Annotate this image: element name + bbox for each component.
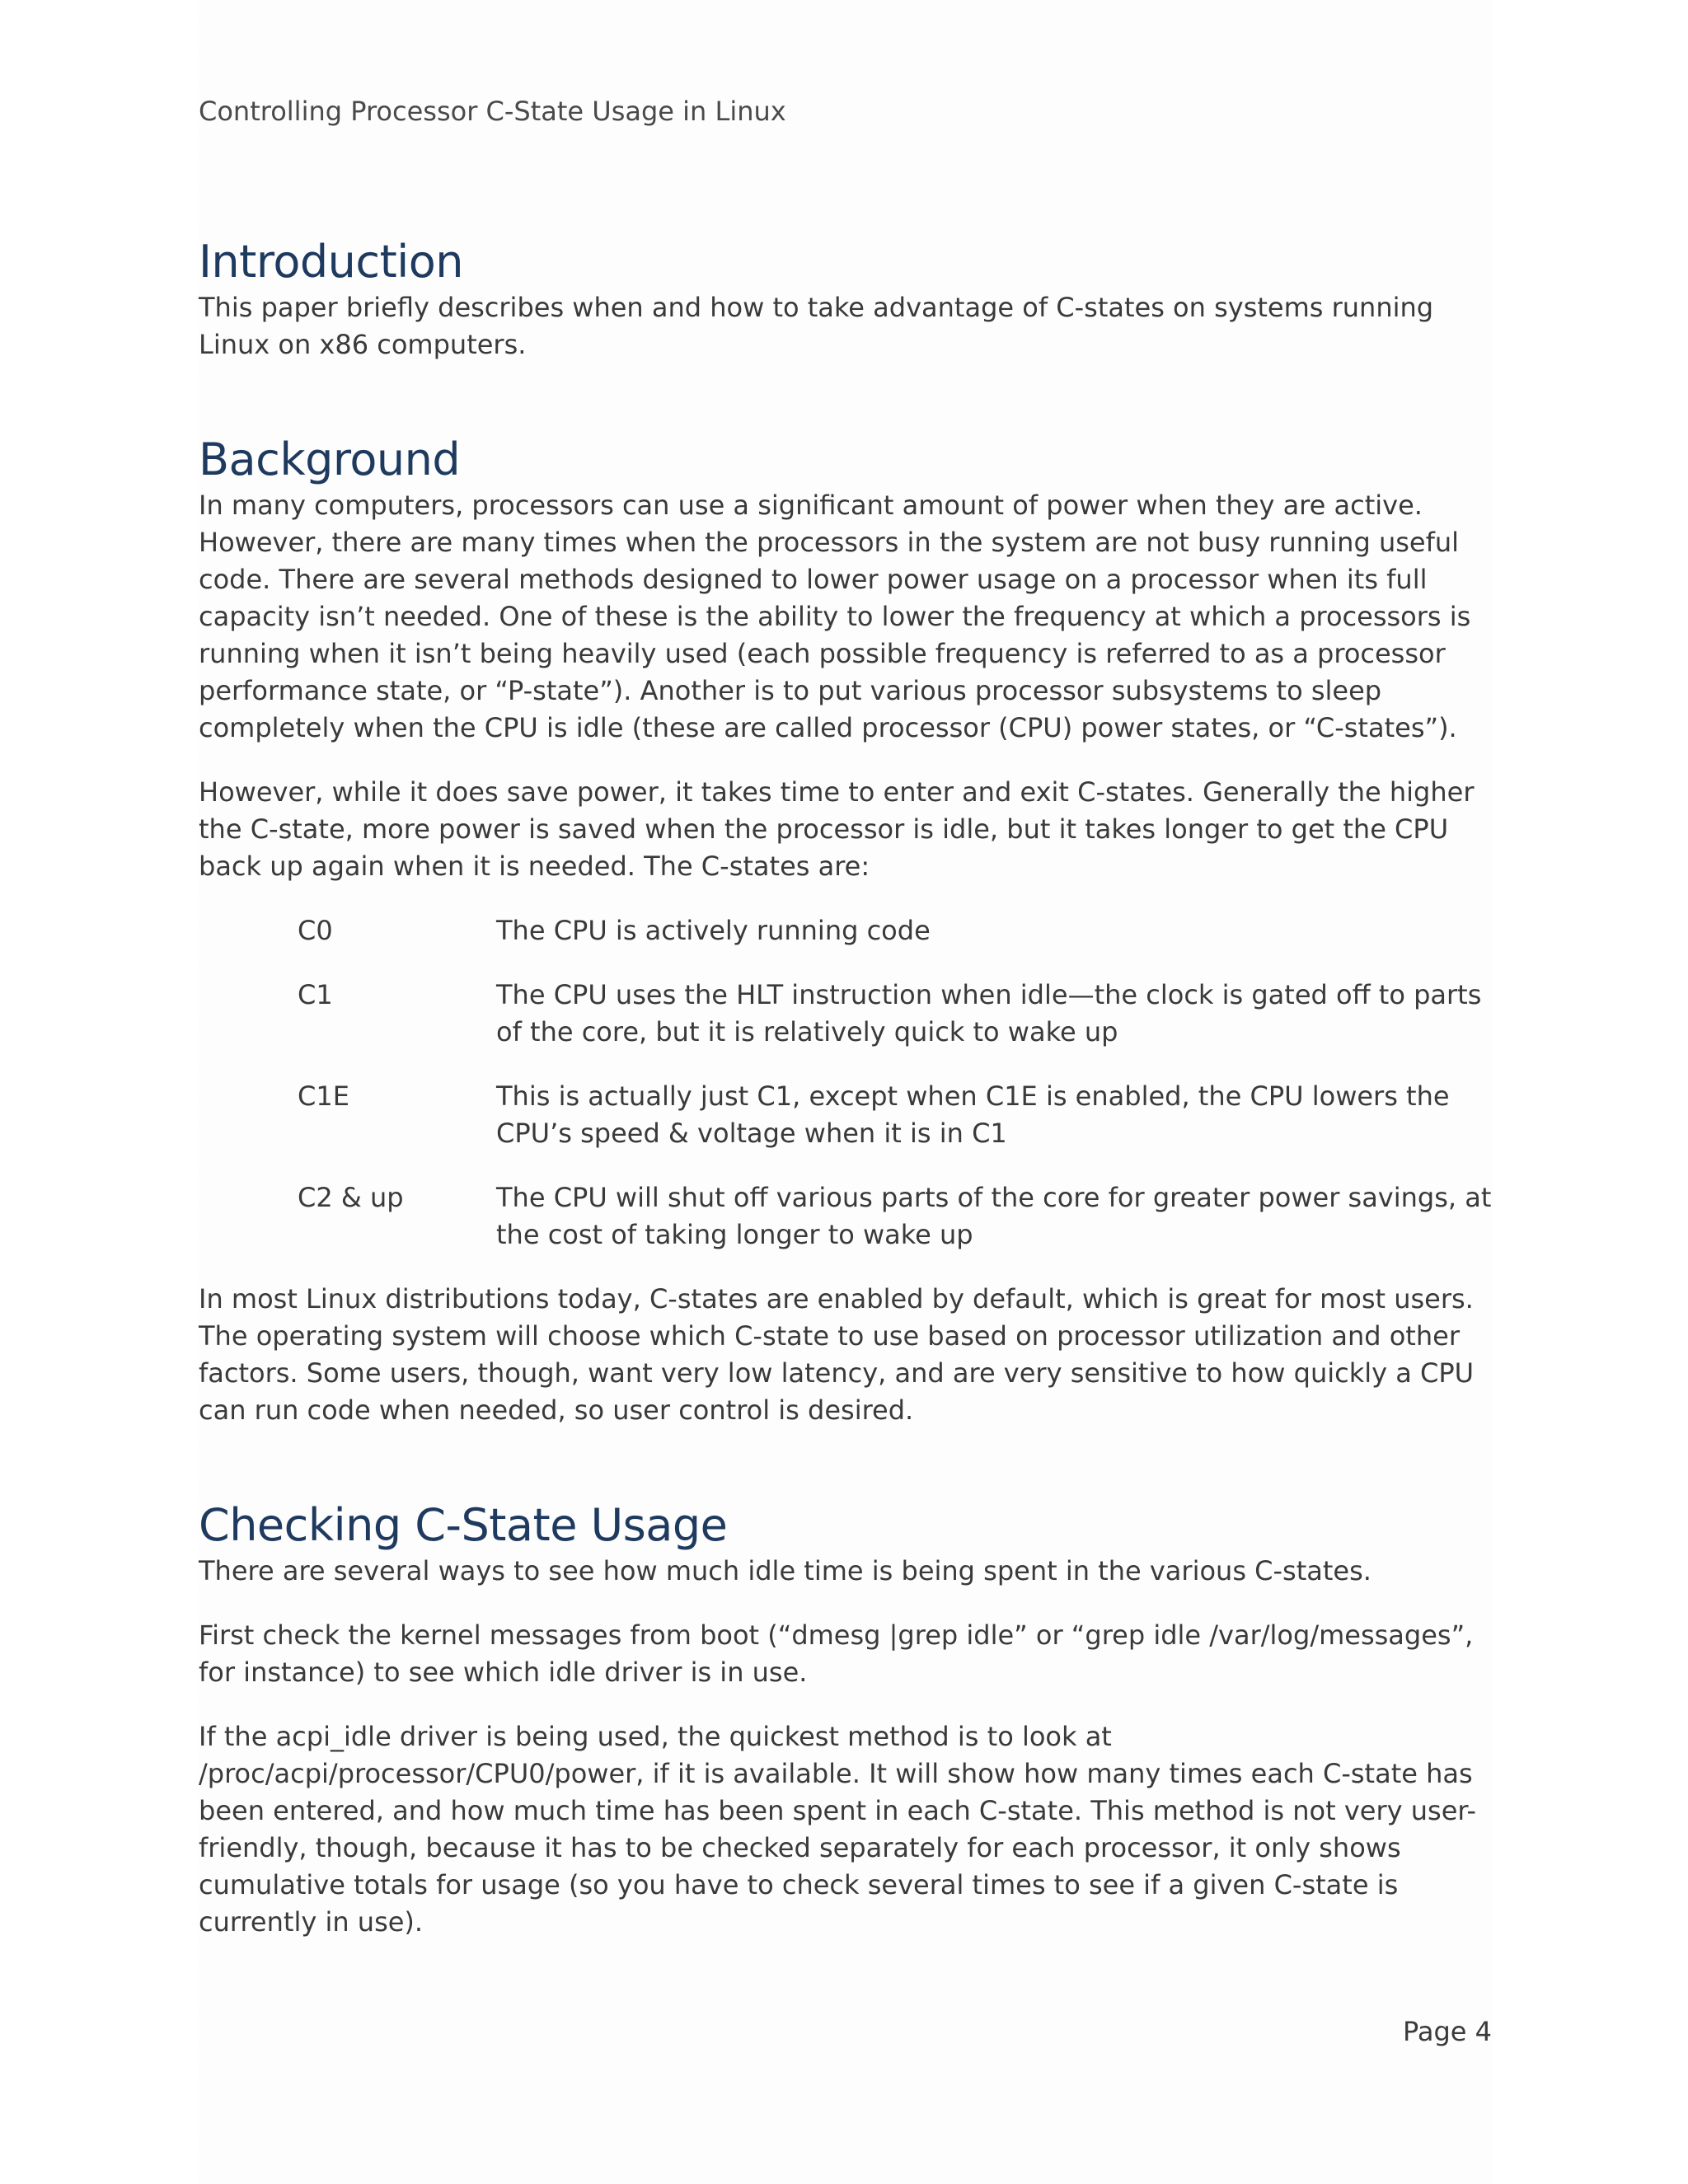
running-header: Controlling Processor C-State Usage in Linux xyxy=(199,96,786,127)
cstate-term: C0 xyxy=(298,915,333,946)
section-heading-background: Background xyxy=(199,434,461,485)
background-paragraph-2: However, while it does save power, it takes time to enter and exit C-states. Generally the higher the C-state, more power is saved when the processor is idle, but it takes longer to get the CPU back up again when it is needed. The C-states are: xyxy=(199,776,1475,882)
cstate-term: C1E xyxy=(298,1080,349,1112)
cstate-row xyxy=(298,977,1501,1051)
cstate-description: This is actually just C1, except when C1E is enabled, the CPU lowers the CPU’s speed & voltage when it is in C1 xyxy=(496,1080,1450,1149)
checking-paragraph-1: There are several ways to see how much idle time is being spent in the various C-states. xyxy=(199,1555,1372,1586)
cstate-row xyxy=(298,1179,1501,1254)
section-heading-introduction: Introduction xyxy=(199,236,464,288)
cstate-row xyxy=(298,912,1501,949)
background-paragraph-1: In many computers, processors can use a significant amount of power when they are active. However, there are many times when the processors in the system are not busy running useful code. There are several methods designed to lower power usage on a processor when its full capacity isn’t needed. One of these is the ability to lower the frequency at which a processors is running when it isn’t being heavily used (each possible frequency is referred to as a processor performance state, or “P-state”). Another is to put various processor subsystems to sleep completely when the CPU is idle (these are called processor (CPU) power states, or “C-states”). xyxy=(199,490,1471,743)
page-number: Page 4 xyxy=(1403,2016,1492,2047)
cstate-description: The CPU is actively running code xyxy=(496,915,931,946)
intro-paragraph: This paper briefly describes when and how to take advantage of C-states on systems running Linux on x86 computers. xyxy=(199,292,1434,360)
cstate-description: The CPU uses the HLT instruction when idle—the clock is gated off to parts of the core, but it is relatively quick to wake up xyxy=(496,979,1482,1047)
cstate-term: C2 & up xyxy=(298,1182,404,1213)
checking-paragraph-3: If the acpi_idle driver is being used, the quickest method is to look at /proc/acpi/processor/CPU0/power, if it is available. It will show how many times each C-state has been entered, and how much time has been spent in each C-state. This method is not very user-friendly, though, because it has to be checked separately for each processor, it only shows cumulative totals for usage (so you have to check several times to see if a given C-state is currently in use). xyxy=(199,1721,1477,1938)
cstate-term: C1 xyxy=(298,979,333,1010)
cstate-row xyxy=(298,1078,1501,1152)
section-heading-checking-cstate-usage: Checking C-State Usage xyxy=(199,1499,728,1551)
background-paragraph-3: In most Linux distributions today, C-states are enabled by default, which is great for most users. The operating system will choose which C-state to use based on processor utilization and other factors. Some users, though, want very low latency, and are very sensitive to how quickly a CPU can run code when needed, so user control is desired. xyxy=(199,1283,1475,1426)
document-body xyxy=(199,235,1501,1941)
cstate-description: The CPU will shut off various parts of the core for greater power savings, at the cost of taking longer to wake up xyxy=(496,1182,1492,1250)
checking-paragraph-2: First check the kernel messages from boot (“dmesg |grep idle” or “grep idle /var/log/messages”, for instance) to see which idle driver is in use. xyxy=(199,1619,1474,1688)
cstate-definition-list xyxy=(298,912,1501,1254)
